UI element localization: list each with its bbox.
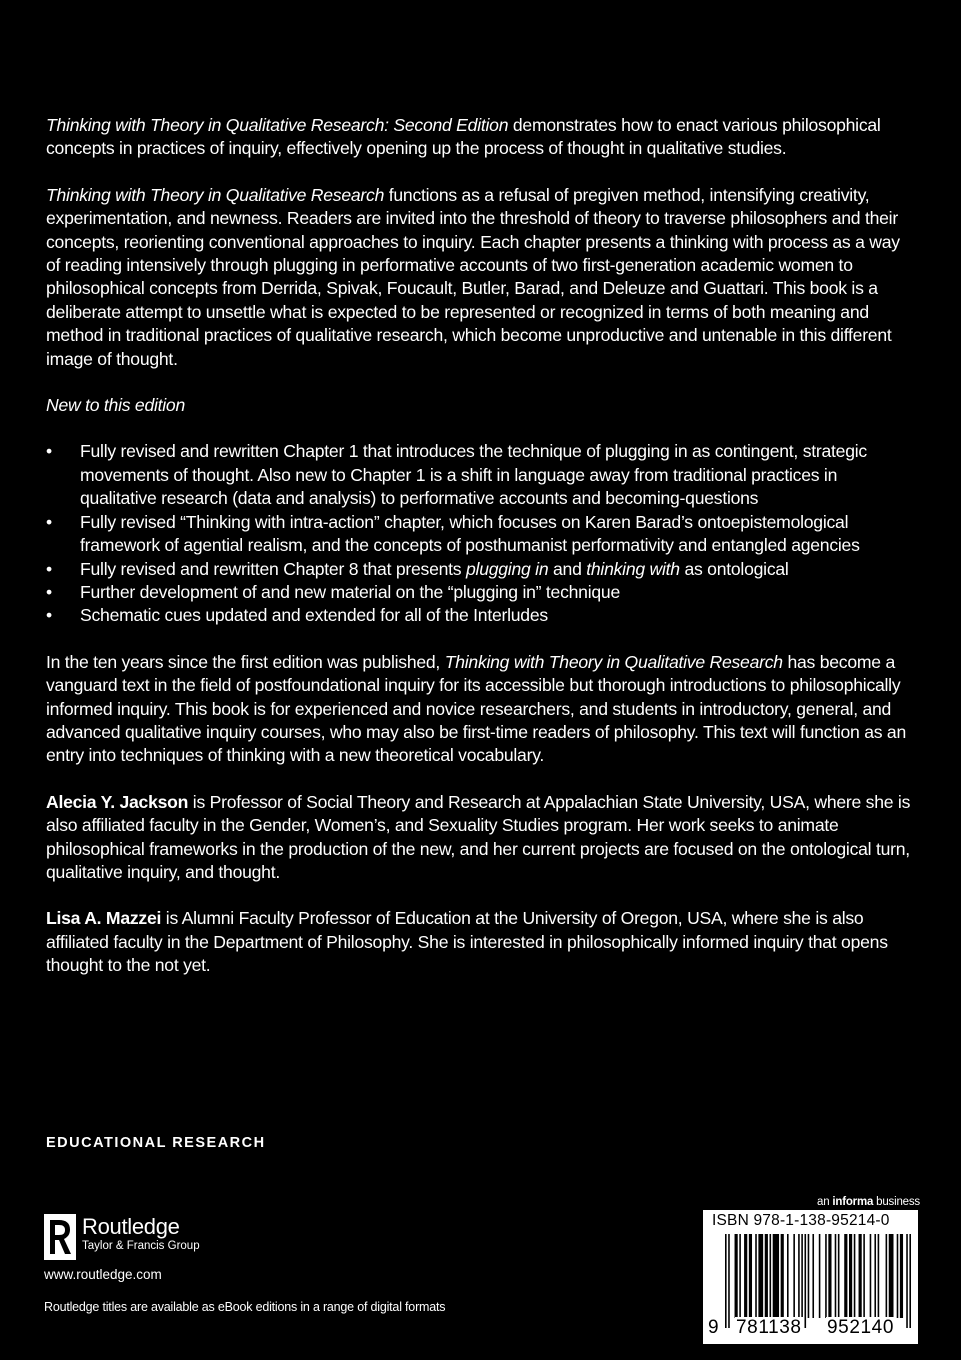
barcode-bar [801,1234,803,1328]
barcode-bar [825,1234,827,1318]
new-edition-heading: New to this edition [46,395,186,416]
barcode-bar [886,1234,888,1318]
barcode-bar [744,1234,747,1318]
barcode-bar [838,1234,840,1318]
barcode-bar [835,1234,837,1318]
barcode-bar [819,1234,821,1318]
new-edition-list [46,440,918,627]
barcode-bar [739,1234,741,1318]
barcode-bar [849,1234,852,1318]
informa-tagline: an informa business [817,1196,920,1208]
isbn-label: ISBN 978-1-138-95214-0 [712,1212,890,1229]
barcode-bar [874,1234,876,1318]
list-item: • Fully revised and rewritten Chapter 1 that introduces the technique of plugging in as contingent, strategic movements of thought. Also new to Chapter 1 is a shift in language away from traditional practices in qualitative research (data and analysis) to performative accounts and becoming-questions [46,441,867,509]
barcode-bar [787,1234,789,1318]
barcode-bar [900,1234,903,1318]
routledge-r-icon [44,1214,76,1260]
description-block [46,114,918,1001]
list-item: • Fully revised “Thinking with intra-action” chapter, which focuses on Karen Barad’s ontoepistemological framework of agential realism, and the concepts of posthumanist performativity and entangled agencies [46,511,860,556]
barcode-bar [770,1234,772,1318]
barcode-bar [859,1234,862,1318]
barcode-bar [749,1234,752,1318]
barcode-bar [897,1234,899,1318]
publisher-website: www.routledge.com [44,1267,162,1282]
barcode-bar [765,1234,768,1318]
bullet-icon: • [46,581,52,602]
publisher-block [44,1214,200,1282]
barcode-bar [758,1234,763,1318]
barcode-panel [703,1210,918,1344]
book-title: Thinking with Theory in Qualitative Research [46,184,385,205]
publisher-name: Routledge [82,1214,180,1239]
author-bio: Lisa A. Mazzei is Alumni Faculty Professor of Education at the University of Oregon, USA, where she is also affiliated faculty in the Department of Philosophy. She is interested in philosophically informed inquiry that opens thought to the not yet. [46,908,888,976]
book-title: Thinking with Theory in Qualitative Research: Second Edition [46,115,509,135]
barcode-bar [828,1234,831,1318]
barcode-bar [889,1234,894,1318]
barcode-bar [725,1234,727,1328]
barcode-bar [808,1234,810,1318]
barcode-digits-left: 781138 [736,1317,802,1338]
barcode-bar [909,1234,911,1328]
barcode-bar [755,1234,757,1318]
barcode-bar [906,1234,908,1328]
reception-paragraph: In the ten years since the first edition was published, Thinking with Theory in Qualitative Research has become a vanguard text in the field of postfoundational inquiry for its accessible but thorough introductions to philosophically informed inquiry. This book is for experienced and novice researchers, and students in introductory, general, and advanced qualitative inquiry courses, who may also be first-time readers of philosophy. This text will function as an entry into techniques of thinking with a new theoretical vocabulary. [46,651,906,766]
author-name: Lisa A. Mazzei [46,908,162,929]
barcode-digit-first: 9 [708,1317,720,1338]
barcode-bar [798,1234,800,1328]
barcode-icon [725,1234,911,1328]
bullet-icon: • [46,605,52,626]
barcode-digits [707,1317,915,1343]
barcode-bar [735,1234,738,1318]
barcode-bar [863,1234,865,1318]
routledge-logo [44,1214,200,1260]
author-name: Alecia Y. Jackson [46,791,189,812]
bullet-icon: • [46,441,52,462]
barcode-bar [878,1234,880,1318]
author-bio: Alecia Y. Jackson is Professor of Social Theory and Research at Appalachian State University, USA, where she is also affiliated faculty in the Gender, Women’s, and Sexuality Studies program. Her work seeks to animate philosophical frameworks in the production of the new, and her current projects are focused on the ontological turn, qualitative inquiry, and thought. [46,791,911,882]
barcode-bar [812,1234,814,1318]
barcode-bar [844,1234,847,1318]
book-title: Thinking with Theory in Qualitative Research [444,651,783,672]
list-item: • Further development of and new material on the “plugging in” technique [46,581,918,604]
barcode-bar [854,1234,856,1318]
bullet-icon: • [46,511,52,532]
barcode-bar [804,1234,806,1328]
barcode-bar [870,1234,872,1318]
barcode-bar [793,1234,795,1318]
list-item: • Schematic cues updated and extended for all of the Interludes [46,604,918,627]
list-item: • Fully revised and rewritten Chapter 8 that presents plugging in and thinking with as ontological [46,558,918,581]
barcode-bar [773,1234,779,1318]
summary-paragraph: Thinking with Theory in Qualitative Research functions as a refusal of pregiven method, intensifying creativity, experimentation, and newness. Readers are invited into the threshold of theory to traverse philosophers and their concepts, reorienting conventional approaches to inquiry. Each chapter presents a thinking with process as a way of reading intensively through plugging in performative accounts of two first-generation academic women to philosophical concepts from Derrida, Spivak, Foucault, Butler, Barad, and Deleuze and Guattari. This book is a deliberate attempt to unsettle what is expected to be represented or recognized in terms of both meaning and method in traditional practices of qualitative research, which become unproductive and untenable in this different image of thought. [46,184,900,369]
barcode-bar [728,1234,730,1328]
ebook-note: Routledge titles are available as eBook editions in a range of digital formats [44,1300,446,1314]
barcode-digits-right: 952140 [827,1317,895,1338]
barcode-bar [781,1234,784,1318]
subject-category: EDUCATIONAL RESEARCH [46,1135,266,1151]
bullet-icon: • [46,558,52,579]
intro-paragraph: Thinking with Theory in Qualitative Research: Second Edition demonstrates how to enact various philosophical concepts in practices of inquiry, effectively opening up the process of thought in qualitative studies. [46,115,881,159]
publisher-group: Taylor & Francis Group [82,1240,200,1252]
